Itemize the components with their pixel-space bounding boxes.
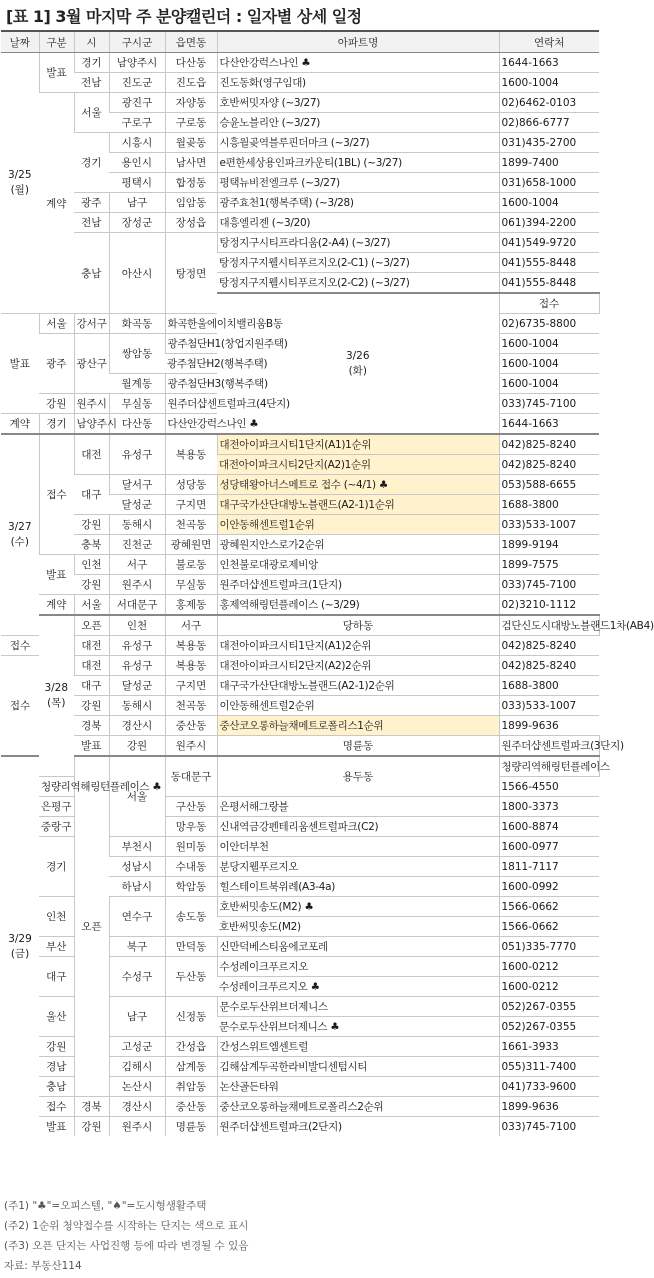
- table-row: [1, 535, 599, 555]
- table-row: [1, 213, 599, 233]
- table-cell: 남양주시: [109, 53, 165, 73]
- footnote-1: (주1) "♣"=오피스텔, "♠"=도시형생활주택: [4, 1200, 207, 1212]
- footnote-3: (주3) 오픈 단지는 사업진행 등에 따라 변경될 수 있음: [4, 1240, 249, 1252]
- contact-cell: 1600-0212: [499, 977, 599, 997]
- table-cell: 송도동: [165, 897, 217, 937]
- table-cell: 경남: [39, 1057, 74, 1077]
- table-cell: 경북: [74, 716, 109, 736]
- table-cell: 구지면: [165, 495, 217, 515]
- table-cell: 동대문구: [165, 756, 217, 797]
- table-cell: 발표: [39, 53, 74, 93]
- col-header-town: 읍면동: [165, 31, 217, 53]
- table-cell: 경산시: [109, 716, 165, 736]
- table-cell: 전남: [74, 213, 109, 233]
- table-cell: 경기: [74, 133, 109, 193]
- table-cell: 장성읍: [165, 213, 217, 233]
- contact-cell: 1600-0212: [499, 957, 599, 977]
- table-cell: 원주시: [74, 394, 109, 414]
- table-cell: 학암동: [165, 877, 217, 897]
- apartment-name-cell: 검단신도시대방노블랜드1차(AB4): [499, 615, 599, 636]
- table-cell: 서울: [74, 595, 109, 616]
- apartment-name-cell: 신만덕베스티움에코포레: [217, 937, 499, 957]
- table-cell: 대구: [39, 957, 74, 997]
- apartment-name-cell: 수성레이크푸르지오: [217, 957, 499, 977]
- contact-cell: 041)555-8448: [499, 253, 599, 273]
- contact-cell: 1644-1663: [499, 414, 599, 435]
- footnotes: [4, 1196, 248, 1276]
- apartment-name-cell: 원주더샵센트럴파크(3단지): [499, 736, 599, 757]
- col-header-apartment: 아파트명: [217, 31, 499, 53]
- contact-cell: 031)435-2700: [499, 133, 599, 153]
- apartment-name-cell: 광주첨단H2(행복주택): [165, 354, 217, 374]
- table-cell: 경북: [74, 1097, 109, 1117]
- table-cell: 대구: [74, 475, 109, 515]
- table-row: [1, 515, 599, 535]
- contact-cell: 052)267-0355: [499, 1017, 599, 1037]
- contact-cell: 1811-7117: [499, 857, 599, 877]
- table-row: [1, 233, 599, 253]
- apartment-name-cell: 문수로두산위브더제니스 ♣: [217, 1017, 499, 1037]
- contact-cell: 02)866-6777: [499, 113, 599, 133]
- table-cell: 신정동: [165, 997, 217, 1037]
- table-header-row: [1, 31, 599, 53]
- table-cell: 두산동: [165, 957, 217, 997]
- table-row: [1, 434, 599, 455]
- table-cell: 인천: [39, 897, 74, 937]
- table-cell: 시흥시: [109, 133, 165, 153]
- apartment-name-cell: 원주더샵센트럴파크(4단지): [165, 394, 217, 414]
- table-cell: 대전: [74, 636, 109, 656]
- table-cell: 계약: [39, 595, 74, 616]
- table-cell: 간성읍: [165, 1037, 217, 1057]
- table-cell: 대전: [74, 434, 109, 475]
- table-cell: 불로동: [165, 555, 217, 575]
- table-row: [1, 1117, 599, 1137]
- apartment-name-cell: 호반써밋송도(M2) ♣: [217, 897, 499, 917]
- contact-cell: 033)533-1007: [499, 696, 599, 716]
- table-cell: 전남: [74, 73, 109, 93]
- table-cell: 달서구: [109, 475, 165, 495]
- apartment-name-cell: 원주더샵센트럴파크(2단지): [217, 1117, 499, 1137]
- table-cell: 강원: [74, 1117, 109, 1137]
- apartment-name-cell: 대전아이파크시티2단지(A2)2순위: [217, 656, 499, 676]
- contact-cell: 1600-1004: [499, 374, 599, 394]
- contact-cell: 033)745-7100: [499, 1117, 599, 1137]
- table-cell: 접수: [499, 293, 599, 314]
- table-cell: 오픈: [74, 615, 109, 636]
- contact-cell: 1600-1004: [499, 193, 599, 213]
- table-cell: 계약: [39, 93, 74, 314]
- col-header-contact: 연락처: [499, 31, 599, 53]
- apartment-name-cell: 청량리역해링턴플레이스: [499, 756, 599, 777]
- apartment-name-cell: 광주첨단H1(창업지원주택): [165, 334, 217, 354]
- apartment-name-cell: 간성스위트엠센트럴: [217, 1037, 499, 1057]
- apartment-name-cell: 수성레이크푸르지오 ♣: [217, 977, 499, 997]
- apartment-name-cell: 화곡한울에이치밸리움B동: [165, 314, 217, 334]
- table-cell: 천곡동: [165, 696, 217, 716]
- contact-cell: 042)825-8240: [499, 656, 599, 676]
- apartment-name-cell: 인천불로대광로제비앙: [217, 555, 499, 575]
- apartment-name-cell: 중산코오롱하늘채메트로폴리스2순위: [217, 1097, 499, 1117]
- contact-cell: 041)733-9600: [499, 1077, 599, 1097]
- apartment-name-cell: 힐스테이트북위례(A3-4a): [217, 877, 499, 897]
- apartment-name-cell: 호반써밋송도(M2): [217, 917, 499, 937]
- table-row: [1, 696, 599, 716]
- apartment-name-cell: 중산코오롱하늘채메트로폴리스1순위: [217, 716, 499, 736]
- table-cell: 명륜동: [217, 736, 499, 757]
- contact-cell: 1899-9194: [499, 535, 599, 555]
- contact-cell: 1644-1663: [499, 53, 599, 73]
- table-cell: 구산동: [165, 797, 217, 817]
- table-row: [1, 133, 599, 153]
- table-row: [1, 595, 599, 616]
- table-cell: 유성구: [109, 656, 165, 676]
- table-cell: 수성구: [109, 957, 165, 997]
- table-cell: 강원: [39, 1037, 74, 1057]
- table-cell: 강원: [74, 696, 109, 716]
- table-cell: 임암동: [165, 193, 217, 213]
- table-cell: 원미동: [165, 837, 217, 857]
- table-cell: 광주: [74, 193, 109, 213]
- table-cell: 홍제동: [165, 595, 217, 616]
- table-cell: 유성구: [109, 636, 165, 656]
- table-cell: 경기: [39, 414, 74, 435]
- apartment-name-cell: 시흥월곶역블루핀더마크 (~3/27): [217, 133, 499, 153]
- contact-cell: 033)745-7100: [499, 394, 599, 414]
- table-cell: 남양주시: [74, 414, 109, 435]
- table-cell: 쌍암동: [109, 334, 165, 374]
- table-cell: 울산: [39, 997, 74, 1037]
- footnote-2: (주2) 1순위 청약접수를 시작하는 단지는 색으로 표시: [4, 1220, 249, 1232]
- table-cell: 무실동: [109, 394, 165, 414]
- table-cell: 북구: [109, 937, 165, 957]
- table-cell: 남사면: [165, 153, 217, 173]
- table-cell: 연수구: [109, 897, 165, 937]
- contact-cell: 061)394-2200: [499, 213, 599, 233]
- table-row: [1, 736, 599, 757]
- table-row: [1, 53, 599, 73]
- table-row: [1, 193, 599, 213]
- table-cell: 충북: [74, 535, 109, 555]
- col-header-date: 날짜: [1, 31, 39, 53]
- apartment-name-cell: 청량리역해링턴플레이스 ♣: [39, 777, 74, 797]
- table-cell: 은평구: [39, 797, 74, 817]
- contact-cell: 1899-9636: [499, 716, 599, 736]
- date-cell: 3/29 (금): [1, 756, 39, 1136]
- col-header-type: 구분: [39, 31, 74, 53]
- table-cell: 접수: [39, 434, 74, 555]
- table-cell: 광산구: [74, 334, 109, 394]
- table-title: [표 1] 3월 마지막 주 분양캘린더 : 일자별 상세 일정: [6, 7, 362, 26]
- col-header-district: 구시군: [109, 31, 165, 53]
- table-cell: 진도군: [109, 73, 165, 93]
- apartment-name-cell: 대구국가산단대방노블랜드(A2-1)2순위: [217, 676, 499, 696]
- contact-cell: 1688-3800: [499, 676, 599, 696]
- table-cell: 서울: [109, 756, 165, 837]
- table-row: [1, 756, 599, 777]
- apartment-name-cell: 호반써밋자양 (~3/27): [217, 93, 499, 113]
- table-cell: 용인시: [109, 153, 165, 173]
- contact-cell: 1600-0992: [499, 877, 599, 897]
- table-cell: 대전: [74, 656, 109, 676]
- table-cell: 접수: [39, 1097, 74, 1117]
- apartment-name-cell: 대전아이파크시티1단지(A1)1순위: [217, 434, 499, 455]
- apartment-name-cell: 성당태왕아너스메트로 접수 (~4/1) ♣: [217, 475, 499, 495]
- contact-cell: 1600-1004: [499, 334, 599, 354]
- date-cell: 3/28 (목): [39, 615, 74, 777]
- table-cell: 광진구: [109, 93, 165, 113]
- schedule-table: [1, 30, 654, 1136]
- table-cell: 서구: [165, 615, 217, 636]
- apartment-name-cell: 승윤노블리안 (~3/27): [217, 113, 499, 133]
- table-cell: 당하동: [217, 615, 499, 636]
- table-cell: 하남시: [109, 877, 165, 897]
- table-cell: 중산동: [165, 716, 217, 736]
- table-cell: 계약: [1, 414, 39, 435]
- table-cell: 원주시: [165, 736, 217, 757]
- col-header-city: 시: [74, 31, 109, 53]
- table-cell: 강원: [109, 736, 165, 757]
- table-cell: 인천: [109, 615, 165, 636]
- contact-cell: 1600-0977: [499, 837, 599, 857]
- table-cell: 합정동: [165, 173, 217, 193]
- table-cell: 평택시: [109, 173, 165, 193]
- table-cell: 동해시: [109, 696, 165, 716]
- table-cell: 광혜원면: [165, 535, 217, 555]
- table-cell: 아산시: [109, 233, 165, 314]
- contact-cell: 042)825-8240: [499, 434, 599, 455]
- table-cell: 장성군: [109, 213, 165, 233]
- apartment-name-cell: 이안동해센트럴1순위: [217, 515, 499, 535]
- table-cell: 망우동: [165, 817, 217, 837]
- table-cell: 광주: [39, 334, 74, 394]
- table-cell: 원주시: [109, 575, 165, 595]
- apartment-name-cell: 문수로두산위브더제니스: [217, 997, 499, 1017]
- table-cell: 서울: [74, 93, 109, 133]
- table-cell: 복용동: [165, 636, 217, 656]
- apartment-name-cell: 대전아이파크시티2단지(A2)1순위: [217, 455, 499, 475]
- contact-cell: 1800-3373: [499, 797, 599, 817]
- table-cell: 자양동: [165, 93, 217, 113]
- table-cell: 서대문구: [109, 595, 165, 616]
- table-cell: 동해시: [109, 515, 165, 535]
- contact-cell: 051)335-7770: [499, 937, 599, 957]
- table-cell: 복용동: [165, 434, 217, 475]
- table-cell: 대구: [74, 676, 109, 696]
- table-cell: 서구: [109, 555, 165, 575]
- source-note: 자료: 부동산114: [4, 1260, 82, 1272]
- table-cell: 충남: [39, 1077, 74, 1097]
- apartment-name-cell: 분당지웰푸르지오: [217, 857, 499, 877]
- table-cell: 월곶동: [165, 133, 217, 153]
- table-cell: 충남: [74, 233, 109, 314]
- table-cell: 인천: [74, 555, 109, 575]
- contact-cell: 02)6735-8800: [499, 314, 599, 334]
- table-cell: 명륜동: [165, 1117, 217, 1137]
- table-cell: 경기: [74, 53, 109, 73]
- table-cell: 발표: [74, 736, 109, 757]
- apartment-name-cell: 광주첨단H3(행복주택): [165, 374, 217, 394]
- table-cell: 발표: [39, 555, 74, 595]
- apartment-name-cell: 탕정지구지웰시티푸르지오(2-C2) (~3/27): [217, 273, 499, 294]
- apartment-name-cell: 이안더부천: [217, 837, 499, 857]
- table-cell: 부천시: [109, 837, 165, 857]
- table-cell: 김해시: [109, 1057, 165, 1077]
- apartment-name-cell: 이안동해센트럴2순위: [217, 696, 499, 716]
- table-cell: 성당동: [165, 475, 217, 495]
- date-cell: 3/25 (월): [1, 53, 39, 314]
- date-cell: 3/27 (수): [1, 434, 39, 636]
- table-row: [1, 555, 599, 575]
- table-row: [1, 93, 599, 113]
- table-cell: 원주시: [109, 1117, 165, 1137]
- table-cell: 무실동: [165, 575, 217, 595]
- contact-cell: 1600-1004: [499, 73, 599, 93]
- table-cell: 강서구: [74, 314, 109, 334]
- apartment-name-cell: 진도동화(영구임대): [217, 73, 499, 93]
- table-cell: 발표: [1, 314, 39, 414]
- table-cell: 강원: [39, 394, 74, 414]
- table-cell: 수내동: [165, 857, 217, 877]
- table-cell: 다산동: [109, 414, 165, 435]
- table-cell: 달성군: [109, 495, 165, 515]
- table-row: [1, 676, 599, 696]
- table-cell: 천곡동: [165, 515, 217, 535]
- contact-cell: 1566-4550: [499, 777, 599, 797]
- apartment-name-cell: 탕정지구지웰시티푸르지오(2-C1) (~3/27): [217, 253, 499, 273]
- contact-cell: 033)533-1007: [499, 515, 599, 535]
- table-cell: 진천군: [109, 535, 165, 555]
- table-cell: 삼계동: [165, 1057, 217, 1077]
- contact-cell: 1600-1004: [499, 354, 599, 374]
- apartment-name-cell: 논산골든타워: [217, 1077, 499, 1097]
- table-cell: 성남시: [109, 857, 165, 877]
- table-cell: 남구: [109, 997, 165, 1037]
- contact-cell: 042)825-8240: [499, 455, 599, 475]
- contact-cell: 031)658-1000: [499, 173, 599, 193]
- contact-cell: 042)825-8240: [499, 636, 599, 656]
- apartment-name-cell: 탕정지구시티프라디움(2-A4) (~3/27): [217, 233, 499, 253]
- apartment-name-cell: 홍제역해링턴플레이스 (~3/29): [217, 595, 499, 616]
- table-cell: 만덕동: [165, 937, 217, 957]
- table-cell: 접수: [1, 636, 39, 656]
- table-cell: 중랑구: [39, 817, 74, 837]
- table-cell: 구로동: [165, 113, 217, 133]
- table-row: [1, 636, 599, 656]
- table-row: [1, 73, 599, 93]
- apartment-name-cell: 신내역금강펜테리움센트럴파크(C2): [217, 817, 499, 837]
- contact-cell: 02)3210-1112: [499, 595, 599, 616]
- contact-cell: 055)311-7400: [499, 1057, 599, 1077]
- table-cell: 남구: [109, 193, 165, 213]
- apartment-name-cell: 광주효천1(행복주택) (~3/28): [217, 193, 499, 213]
- table-row: [1, 656, 599, 676]
- table-cell: 구로구: [109, 113, 165, 133]
- table-cell: 발표: [39, 1117, 74, 1137]
- table-cell: 강원: [74, 515, 109, 535]
- contact-cell: 1688-3800: [499, 495, 599, 515]
- contact-cell: 02)6462-0103: [499, 93, 599, 113]
- apartment-name-cell: 김해삼계두곡한라비발디센텀시티: [217, 1057, 499, 1077]
- table-cell: 논산시: [109, 1077, 165, 1097]
- contact-cell: 1899-7400: [499, 153, 599, 173]
- table-cell: 화곡동: [109, 314, 165, 334]
- table-cell: 월계동: [109, 374, 165, 394]
- date-cell: 3/26 (화): [217, 293, 499, 434]
- table-body: [1, 53, 654, 1137]
- table-row: [1, 716, 599, 736]
- table-cell: 고성군: [109, 1037, 165, 1057]
- apartment-name-cell: 평택뉴비전엘크루 (~3/27): [217, 173, 499, 193]
- apartment-name-cell: 은평서해그랑블: [217, 797, 499, 817]
- contact-cell: 041)549-9720: [499, 233, 599, 253]
- apartment-name-cell: 다산안강럭스나인 ♣: [165, 414, 217, 435]
- contact-cell: 053)588-6655: [499, 475, 599, 495]
- table-row: [1, 575, 599, 595]
- table-cell: 강원: [74, 575, 109, 595]
- apartment-name-cell: 원주더샵센트럴파크(1단지): [217, 575, 499, 595]
- table-cell: 유성구: [109, 434, 165, 475]
- contact-cell: 1566-0662: [499, 917, 599, 937]
- apartment-name-cell: 다산안강럭스나인 ♣: [217, 53, 499, 73]
- table-cell: 오픈: [74, 756, 109, 1097]
- table-cell: 중산동: [165, 1097, 217, 1117]
- contact-cell: 1899-7575: [499, 555, 599, 575]
- table-row: [1, 615, 599, 636]
- table-cell: 복용동: [165, 656, 217, 676]
- apartment-name-cell: 대흥엘리젠 (~3/20): [217, 213, 499, 233]
- contact-cell: 1899-9636: [499, 1097, 599, 1117]
- contact-cell: 1661-3933: [499, 1037, 599, 1057]
- contact-cell: 1600-8874: [499, 817, 599, 837]
- table-cell: 취암동: [165, 1077, 217, 1097]
- table-cell: 접수: [1, 656, 39, 757]
- contact-cell: 041)555-8448: [499, 273, 599, 294]
- table-cell: 경기: [39, 837, 74, 897]
- table-cell: 달성군: [109, 676, 165, 696]
- contact-cell: 052)267-0355: [499, 997, 599, 1017]
- table-cell: 구지면: [165, 676, 217, 696]
- apartment-name-cell: 대구국가산단대방노블랜드(A2-1)1순위: [217, 495, 499, 515]
- table-cell: 진도읍: [165, 73, 217, 93]
- contact-cell: 1566-0662: [499, 897, 599, 917]
- contact-cell: 033)745-7100: [499, 575, 599, 595]
- apartment-name-cell: 대전아이파크시티1단지(A1)2순위: [217, 636, 499, 656]
- table-cell: 다산동: [165, 53, 217, 73]
- table-cell: 용두동: [217, 756, 499, 797]
- table-cell: 탕정면: [165, 233, 217, 314]
- apartment-name-cell: 광혜원지안스로가2순위: [217, 535, 499, 555]
- table-cell: 서울: [39, 314, 74, 334]
- table-row: [1, 1097, 599, 1117]
- table-cell: 경산시: [109, 1097, 165, 1117]
- table-row: [1, 475, 599, 495]
- table-cell: 부산: [39, 937, 74, 957]
- apartment-name-cell: e편한세상용인파크카운티(1BL) (~3/27): [217, 153, 499, 173]
